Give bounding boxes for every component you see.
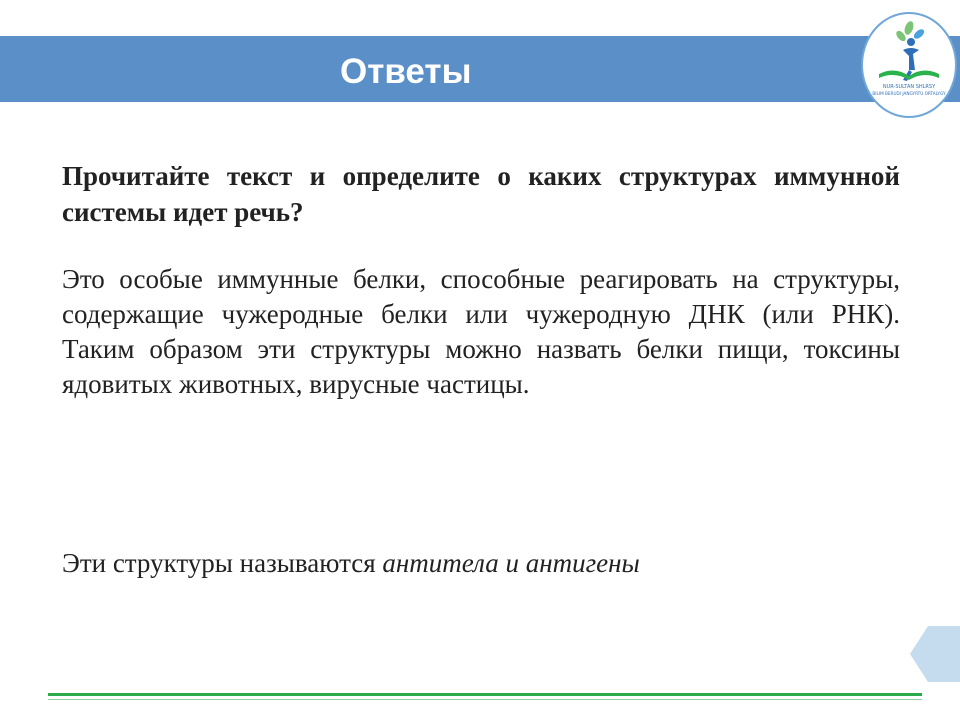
passage-text: Это особые иммунные белки, способные реагировать на структуры, содержащие чужеродные белки или чужеродную ДНК (или РНК). Таким образом эти структуры можно назвать белки пищи, токсины ядовитых животных, вирусные частицы. [62,264,900,399]
corner-decoration [906,624,960,684]
school-logo-icon [861,12,957,118]
svg-text:BILIM BERUDI JANGYRTU ORTALYGY: BILIM BERUDI JANGYRTU ORTALYGY [872,91,946,96]
answer-prefix: Эти структуры называются [62,548,383,578]
answer-line [62,545,900,581]
footer-line [48,693,922,696]
question-text: Прочитайте текст и определите о каких структурах иммунной системы идет речь? [62,161,900,227]
footer-line-thin [48,699,922,700]
svg-text:NUR-SULTAN SHLRSY: NUR-SULTAN SHLRSY [882,84,936,90]
slide-title: Ответы [340,52,472,91]
header-band [0,36,960,102]
answer-highlight: антитела и антигены [382,548,640,578]
